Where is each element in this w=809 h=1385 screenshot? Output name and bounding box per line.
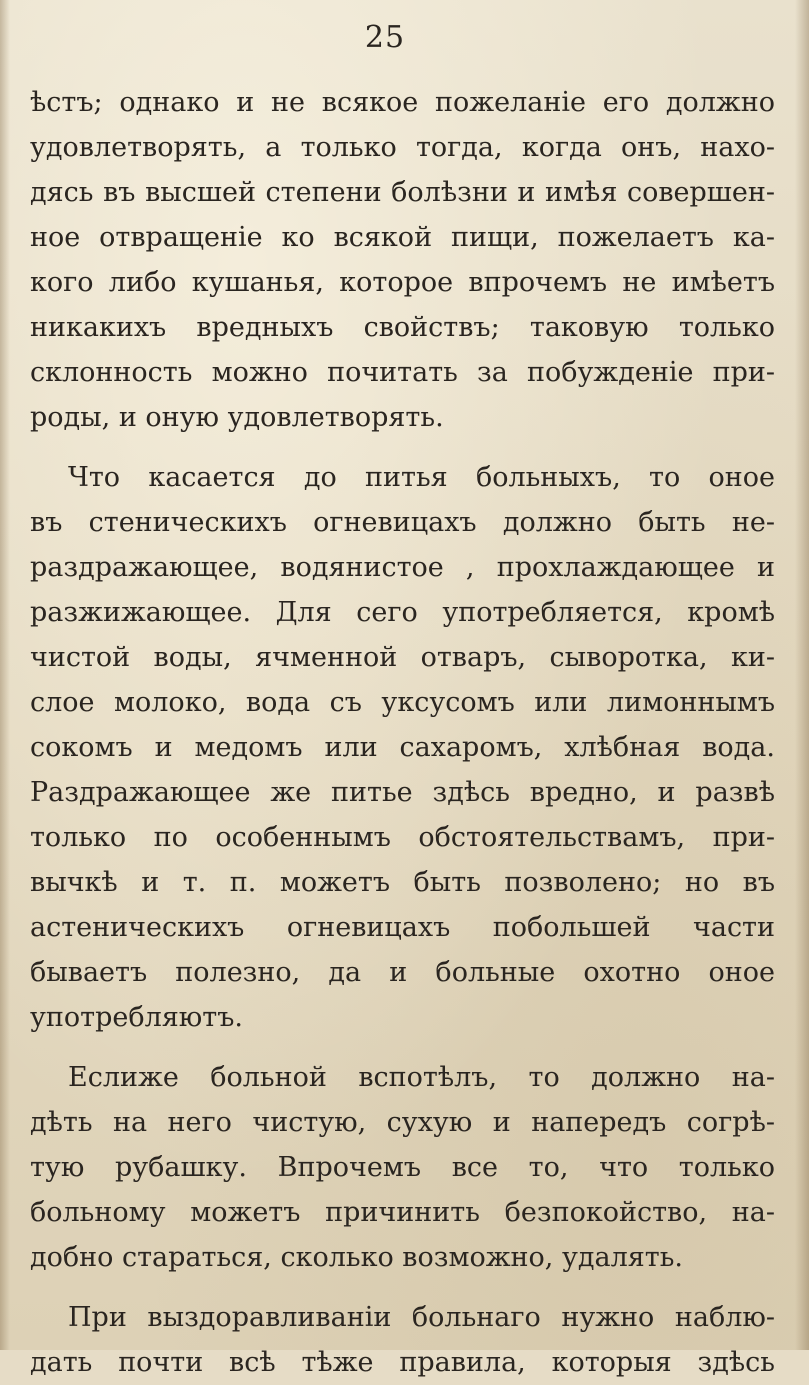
text-line: добно стараться, сколько возможно, удалять. <box>30 1242 683 1273</box>
text-line: тую рубашку. Впрочемъ все то, что только <box>30 1152 775 1183</box>
text-line: Раздражающее же питье здѣсь вредно, и развѣ <box>30 777 775 808</box>
text-line: бываетъ полезно, да и больные охотно оное <box>30 957 775 988</box>
text-line: употребляютъ. <box>30 1002 243 1033</box>
text-line: Что касается до питья больныхъ, то оное <box>68 462 775 493</box>
text-line: кого либо кушанья, которое впрочемъ не имѣетъ <box>30 267 775 298</box>
paragraph-2 <box>30 455 775 1040</box>
text-line: роды, и оную удовлетворять. <box>30 402 444 433</box>
text-line: слое молоко, вода съ уксусомъ или лимоннымъ <box>30 687 775 718</box>
text-line: никакихъ вредныхъ свойствъ; таковую только <box>30 312 775 343</box>
text-line: дать почти всѣ тѣже правила, которыя здѣсь <box>30 1347 775 1378</box>
page-edge-shadow-right <box>795 0 809 1350</box>
text-line: только по особеннымъ обстоятельствамъ, при- <box>30 822 775 853</box>
body-text <box>30 80 775 1385</box>
text-line: въ стеническихъ огневицахъ должно быть не- <box>30 507 775 538</box>
page-number: 25 <box>364 20 406 55</box>
text-line: астеническихъ огневицахъ побольшей части <box>30 912 775 943</box>
text-line: склонность можно почитать за побужденіе при- <box>30 357 775 388</box>
paragraph-1 <box>30 80 775 440</box>
text-line: дѣть на него чистую, сухую и напередъ согрѣ- <box>30 1107 775 1138</box>
paragraph-4 <box>30 1295 775 1385</box>
page-edge-shadow-left <box>0 0 10 1350</box>
text-line: При выздоравливаніи больнаго нужно наблю- <box>68 1302 775 1333</box>
text-line: удовлетворять, а только тогда, когда онъ, нахо- <box>30 132 775 163</box>
text-line: чистой воды, ячменной отваръ, сыворотка, ки- <box>30 642 775 673</box>
text-line: ѣстъ; однако и не всякое пожеланіе его должно <box>30 87 775 118</box>
paragraph-3 <box>30 1055 775 1280</box>
text-line: дясь въ высшей степени болѣзни и имѣя совершен- <box>30 177 775 208</box>
text-line: ное отвращеніе ко всякой пищи, пожелаетъ ка- <box>30 222 775 253</box>
text-line: сокомъ и медомъ или сахаромъ, хлѣбная вода. <box>30 732 775 763</box>
text-line: раздражающее, водянистое , прохлаждающее и <box>30 552 775 583</box>
text-line: больному можетъ причинить безпокойство, на- <box>30 1197 775 1228</box>
text-line: разжижающее. Для сего употребляется, кромѣ <box>30 597 775 628</box>
text-line: вычкѣ и т. п. можетъ быть позволено; но въ <box>30 867 775 898</box>
text-line: Еслиже больной вспотѣлъ, то должно на- <box>68 1062 775 1093</box>
